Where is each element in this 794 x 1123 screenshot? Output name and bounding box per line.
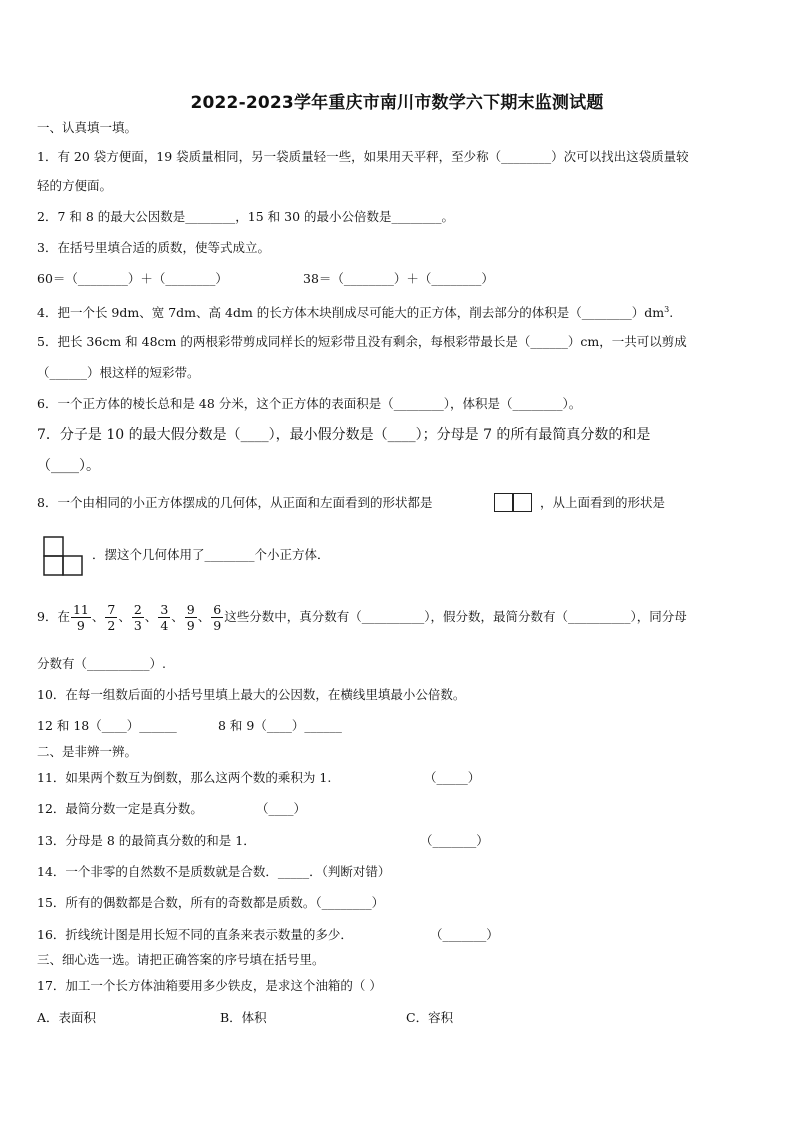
top-view-l-shape-figure [43,536,83,576]
question-17: 17．加工一个长方体油箱要用多少铁皮，是求这个油箱的（ ） [37,978,382,993]
front-view-two-squares-figure [494,493,532,512]
question-7-line-2: （____）。 [37,458,100,474]
question-3: 3．在括号里填合适的质数，使等式成立。 [37,240,270,255]
question-13: 13．分母是 8 的最简真分数的和是 1． [37,833,256,848]
fraction-numerator: 2 [133,602,142,617]
question-16: 16．折线统计图是用长短不同的直条来表示数量的多少． [37,927,353,942]
fraction-1 [71,602,91,633]
section-1-heading: 一、认真填一填。 [37,120,138,135]
question-17-option-a: A．表面积 [37,1010,97,1025]
fraction-4 [158,602,170,633]
fraction-6 [211,602,223,633]
section-2-heading: 二、是非辨一辨。 [37,744,138,759]
fraction-denominator: 9 [213,618,222,633]
question-10: 10．在每一组数后面的小括号里填上最大的公因数，在横线里填最小公倍数。 [37,687,466,702]
fraction-denominator: 3 [133,618,142,633]
fraction-separator: 、 [171,609,184,624]
fraction-2 [105,602,117,633]
question-10-group-b: 8 和 9（____）______ [218,718,342,733]
question-3-equation-2: 38＝（________）＋（________） [303,271,494,286]
question-9-line-1 [37,598,687,636]
question-8-part-1: 8．一个由相同的小正方体摆成的几何体，从正面和左面看到的形状都是 [37,495,433,510]
question-12: 12．最简分数一定是真分数。 [37,801,203,816]
section-3-heading: 三、细心选一选。请把正确答案的序号填在括号里。 [37,952,325,967]
fraction-numerator: 7 [107,602,116,617]
question-10-group-a: 12 和 18（____）______ [37,718,177,733]
fraction-denominator: 2 [107,618,116,633]
page-title: 2022-2023学年重庆市南川市数学六下期末监测试题 [190,93,604,113]
question-9-suffix: 这些分数中，真分数有（__________），假分数，最简分数有（__________），同分母 [224,609,687,624]
fraction-numerator: 3 [160,602,169,617]
fraction-5 [185,602,197,633]
fraction-denominator: 4 [160,618,169,633]
fraction-separator: 、 [91,609,105,624]
question-17-option-c: C．容积 [406,1010,454,1025]
question-17-option-b: B．体积 [220,1010,267,1025]
question-3-equation-1: 60＝（________）＋（________） [37,271,228,286]
fraction-separator: 、 [144,609,158,624]
question-11-answer: （_____） [424,770,481,785]
question-8-part-3: ．摆这个几何体用了________个小正方体． [92,547,330,562]
fraction-denominator: 9 [76,618,85,633]
question-4-text: 4．把一个长 9dm、宽 7dm、高 4dm 的长方体木块削成尽可能大的正方体，削去部分的体积是（________）dm [37,305,665,321]
question-5-line-1: 5．把长 36cm 和 48cm 的两根彩带剪成同样长的短彩带且没有剩余，每根彩带最长是（______）cm，一共可以剪成 [37,334,687,349]
question-1-line-1: 1．有 20 袋方便面，19 袋质量相同，另一袋质量轻一些，如果用天平秤，至少称（________）次可以找出这袋质量较 [37,149,689,164]
question-9-fractions [70,602,224,633]
question-6: 6．一个正方体的棱长总和是 48 分米，这个正方体的表面积是（________），体积是（________）。 [37,396,582,411]
question-5-line-2: （______）根这样的短彩带。 [37,365,200,380]
fraction-separator: 、 [197,609,211,624]
question-4-exponent: 3 [664,305,670,314]
fraction-numerator: 9 [186,602,195,617]
question-2: 2．7 和 8 的最大公因数是________，15 和 30 的最小公倍数是________。 [37,209,455,224]
question-13-answer: （_______） [420,833,489,848]
fraction-3 [132,602,144,633]
question-16-answer: （_______） [430,927,499,942]
fraction-separator: 、 [118,609,131,624]
question-15: 15．所有的偶数都是合数，所有的奇数都是质数。（________） [37,895,385,910]
question-11: 11．如果两个数互为倒数，那么这两个数的乘积为 1. [37,770,332,785]
fraction-numerator: 11 [72,602,89,617]
fraction-denominator: 9 [186,618,195,633]
question-7-line-1: 7．分子是 10 的最大假分数是（____），最小假分数是（____）；分母是 7 的所有最简真分数的和是 [37,427,651,443]
question-1-line-2: 轻的方便面。 [37,178,113,193]
question-9-prefix: 9．在 [37,609,70,624]
question-8-part-2: ，从上面看到的形状是 [540,495,666,510]
question-12-answer: （____） [256,801,307,816]
question-4 [37,301,673,322]
question-9-line-2: 分数有（__________）. [37,656,166,671]
question-4-end: . [669,305,674,321]
question-14: 14．一个非零的自然数不是质数就是合数．_____．（判断对错） [37,864,391,879]
fraction-numerator: 6 [213,602,222,617]
